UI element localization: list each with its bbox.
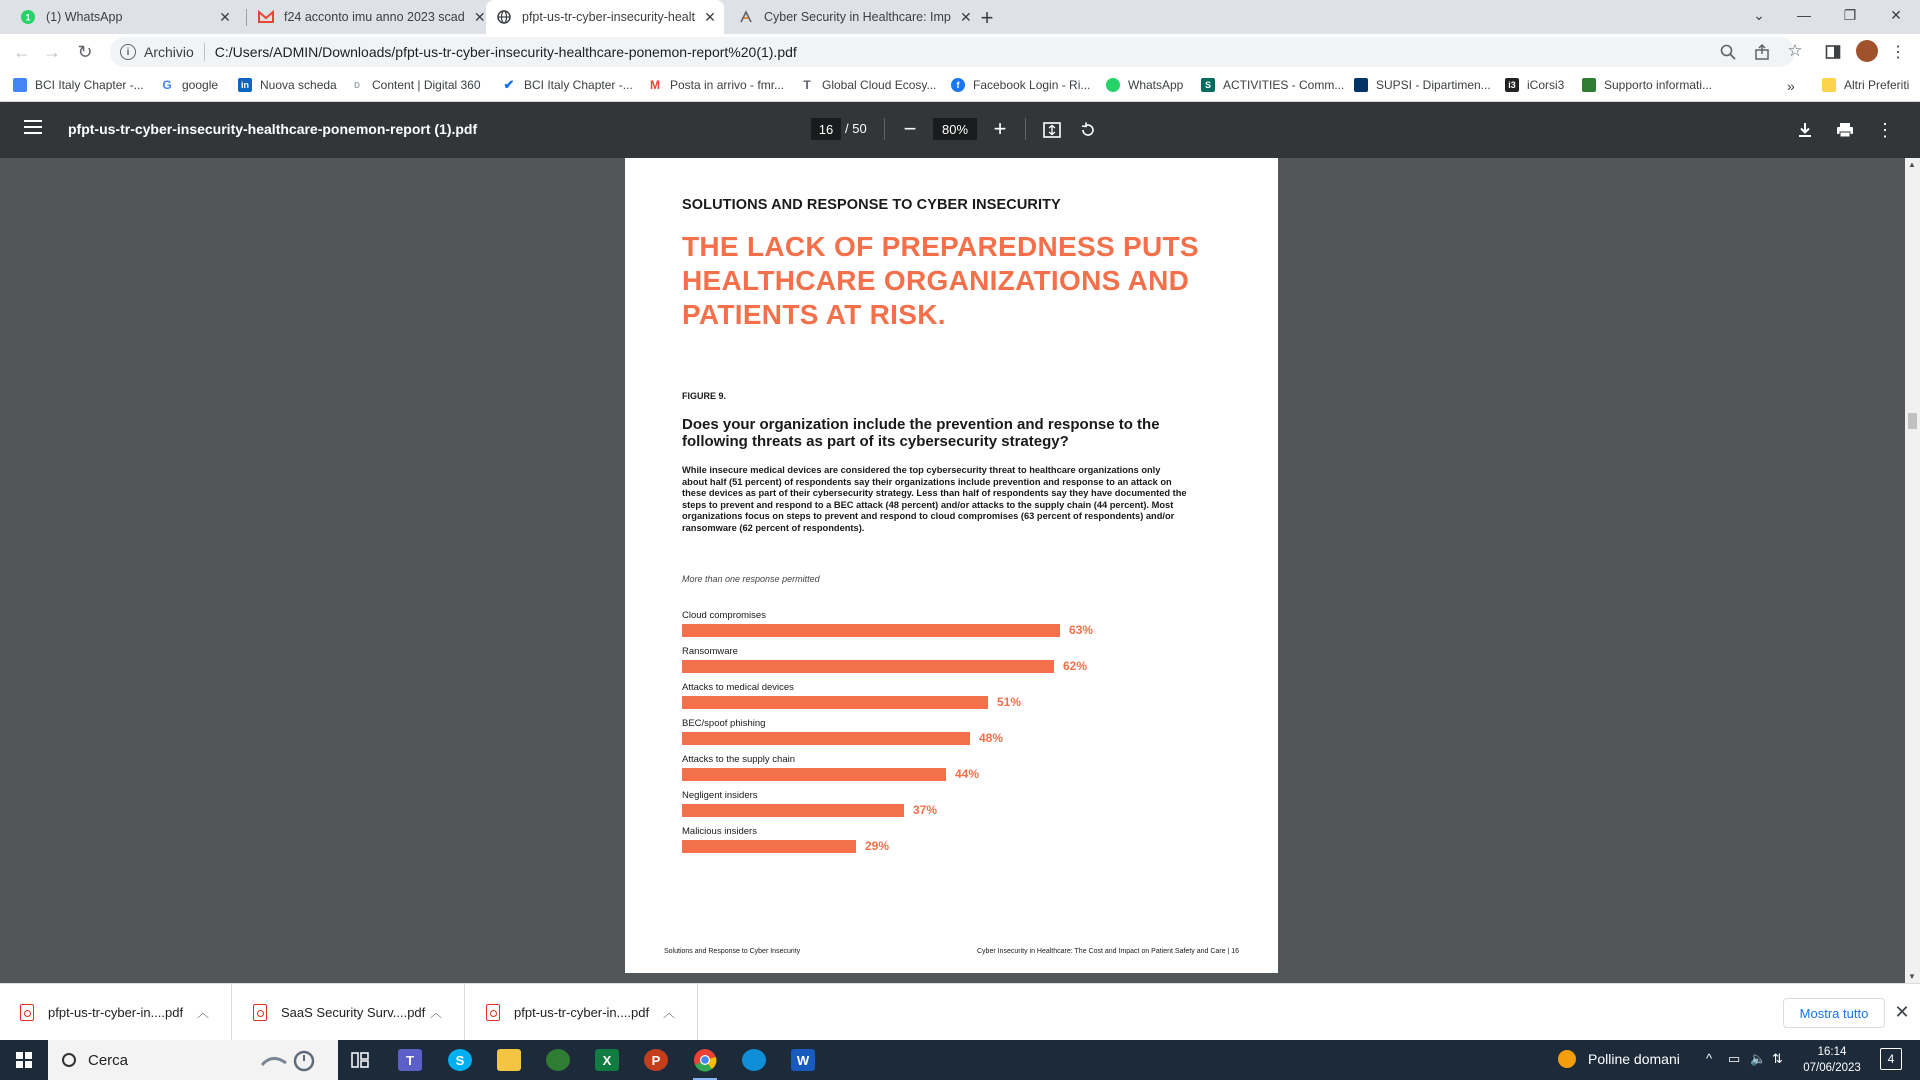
page-total: / 50	[845, 121, 867, 136]
check-icon: ✔	[503, 77, 515, 92]
windows-taskbar	[0, 1040, 1920, 1080]
download-filename: pfpt-us-tr-cyber-in....pdf	[514, 1005, 650, 1020]
zoom-icon[interactable]	[1718, 42, 1738, 62]
svg-text:1: 1	[25, 12, 31, 23]
tab-title: f24 acconto imu anno 2023 scad	[284, 10, 465, 24]
bar-value-label: 29%	[865, 839, 890, 853]
profile-avatar[interactable]	[1856, 40, 1878, 62]
bar-label: Ransomware	[682, 646, 738, 657]
bookmark-label: WhatsApp	[1128, 78, 1184, 92]
close-icon[interactable]: ✕	[1894, 1001, 1910, 1022]
volume-icon[interactable]: 🔈	[1750, 1051, 1767, 1066]
bar	[682, 768, 946, 781]
bookmark-item[interactable]	[502, 78, 633, 92]
pdf-file-icon	[486, 1004, 500, 1021]
notification-icon[interactable]: 4	[1880, 1048, 1902, 1070]
bookmark-label: Nuova scheda	[260, 78, 337, 92]
divider	[1025, 118, 1026, 140]
bar	[682, 732, 970, 745]
bar-value-label: 44%	[955, 767, 980, 781]
hamburger-menu-icon[interactable]	[24, 120, 42, 134]
bookmark-label: Altri Preferiti	[1844, 78, 1910, 92]
chevron-up-icon[interactable]: ^	[1706, 1051, 1713, 1066]
bar-value-label: 48%	[979, 731, 1004, 745]
downloads-shelf	[0, 983, 1920, 1040]
icorsi-icon: i3	[1505, 78, 1519, 92]
tab-title: (1) WhatsApp	[46, 10, 123, 24]
taskbar-search[interactable]	[48, 1040, 338, 1080]
bookmark-item[interactable]	[160, 78, 218, 92]
bar-label: Negligent insiders	[682, 790, 758, 801]
pdf-more-icon[interactable]: ⋮	[1876, 119, 1894, 140]
weather-widget[interactable]	[1558, 1050, 1680, 1068]
figure-label: FIGURE 9.	[682, 391, 727, 401]
share-icon[interactable]	[1752, 42, 1772, 62]
bookmark-label: BCI Italy Chapter -...	[524, 78, 633, 92]
bar	[682, 840, 856, 853]
bookmarks-overflow-icon[interactable]: »	[1787, 78, 1795, 94]
fit-page-icon[interactable]	[1040, 118, 1064, 142]
bookmark-item[interactable]	[1201, 78, 1344, 92]
close-icon[interactable]: ✕	[473, 8, 486, 25]
edge-icon[interactable]	[734, 1045, 774, 1075]
pdf-viewer[interactable]	[0, 158, 1920, 983]
divider	[884, 118, 885, 140]
folder-icon	[1822, 78, 1836, 92]
facebook-icon: f	[951, 78, 965, 92]
gmail-icon	[258, 9, 274, 25]
section-title: SOLUTIONS AND RESPONSE TO CYBER INSECURITY	[682, 197, 1061, 213]
bar	[682, 660, 1054, 673]
powerpoint-icon[interactable]: P	[636, 1045, 676, 1075]
print-icon[interactable]	[1833, 118, 1857, 142]
divider	[204, 43, 205, 61]
window-close-icon[interactable]: ✕	[1890, 6, 1902, 23]
bar-label: BEC/spoof phishing	[682, 718, 766, 729]
chevron-up-icon[interactable]: ︿	[663, 1006, 676, 1020]
tab-cyber-security[interactable]	[728, 0, 972, 34]
info-icon[interactable]: i	[120, 44, 136, 60]
bookmark-item[interactable]	[1582, 78, 1712, 92]
more-menu-icon[interactable]: ⋮	[1890, 44, 1906, 61]
bookmark-item[interactable]	[800, 78, 937, 92]
battery-icon[interactable]: ▭	[1728, 1051, 1741, 1066]
bar-value-label: 51%	[997, 695, 1022, 709]
download-item[interactable]	[0, 984, 232, 1041]
bookmark-item[interactable]	[951, 78, 1090, 92]
rotate-icon[interactable]	[1076, 118, 1100, 142]
close-icon[interactable]: ✕	[960, 8, 972, 25]
word-icon[interactable]: W	[783, 1045, 823, 1075]
body-paragraph: While insecure medical devices are considered the top cybersecurity threat to healthcare organizations only about half (51 percent) of respondents say their organizations include prevention and response to an attack on these devices as part of their cybersecurity strategy. Less than half of respondents say they have documented the steps to prevent and respond to a BEC attack (48 percent) and/or attacks to the supply chain (44 percent). Most organizations focus on steps to prevent and respond to cloud compromises (63 percent of respondents) and/or ransomware (62 percent of respondents).	[682, 465, 1187, 533]
windows-start-icon[interactable]	[0, 1040, 48, 1080]
network-icon[interactable]: ⇅	[1772, 1051, 1783, 1066]
search-icon	[62, 1053, 76, 1067]
bookmark-folder-other[interactable]	[1822, 78, 1909, 92]
bookmark-label: Supporto informati...	[1604, 78, 1713, 92]
tab-whatsapp[interactable]	[10, 0, 244, 34]
bookmark-item[interactable]	[350, 78, 481, 92]
pdf-title: pfpt-us-tr-cyber-insecurity-healthcare-ponemon-report (1).pdf	[68, 121, 478, 137]
bookmark-item[interactable]	[1106, 78, 1183, 92]
page-number-input[interactable]: 16	[811, 118, 841, 140]
bookmark-item[interactable]	[13, 78, 144, 92]
tt-icon: T	[800, 78, 814, 92]
bookmark-label: BCI Italy Chapter -...	[35, 78, 144, 92]
download-item[interactable]	[233, 984, 465, 1041]
page-headline: THE LACK OF PREPAREDNESS PUTS HEALTHCARE ORGANIZATIONS AND PATIENTS AT RISK.	[682, 231, 1199, 330]
scroll-up-icon[interactable]: ▲	[1908, 160, 1916, 169]
bookmark-item[interactable]	[238, 78, 337, 92]
bookmark-label: Content | Digital 360	[372, 78, 481, 92]
minimize-icon[interactable]: —	[1797, 7, 1811, 23]
bar-value-label: 62%	[1063, 659, 1088, 673]
response-note: More than one response permitted	[682, 574, 820, 584]
forward-icon[interactable]: →	[43, 41, 61, 62]
globe-app-icon[interactable]	[538, 1045, 578, 1075]
bookmark-label: Facebook Login - Ri...	[973, 78, 1091, 92]
new-tab-icon[interactable]: +	[980, 5, 994, 30]
back-icon[interactable]: ←	[13, 41, 31, 62]
bar	[682, 624, 1060, 637]
bar-label: Attacks to the supply chain	[682, 754, 796, 765]
file-scheme-label: Archivio	[144, 44, 194, 60]
address-bar[interactable]	[110, 37, 1795, 67]
bookmark-label: iCorsi3	[1527, 78, 1565, 92]
supsi-icon	[1354, 78, 1368, 92]
pdf-toolbar	[0, 102, 1920, 158]
footer-left: Solutions and Response to Cyber Insecurity	[664, 948, 801, 955]
tab-gmail[interactable]	[248, 0, 486, 34]
close-icon[interactable]: ✕	[219, 8, 231, 25]
pdf-file-icon	[253, 1004, 267, 1021]
reload-icon[interactable]: ↻	[77, 41, 93, 62]
globe-icon	[496, 9, 512, 25]
tab-separator	[246, 9, 247, 26]
browser-toolbar	[0, 34, 1920, 70]
tab-title: pfpt-us-tr-cyber-insecurity-healt	[522, 10, 695, 24]
linkedin-icon: in	[238, 78, 252, 92]
teams-icon[interactable]: T	[390, 1045, 430, 1075]
zoom-out-button[interactable]: −	[903, 116, 917, 141]
digital360-icon: D	[350, 78, 364, 92]
pdf-page	[625, 158, 1278, 973]
bookmark-item[interactable]	[1354, 78, 1491, 92]
search-highlight-icon	[258, 1049, 318, 1071]
scroll-down-icon[interactable]: ▼	[1908, 972, 1916, 981]
clock-date: 07/06/2023	[1803, 1062, 1861, 1074]
download-filename: pfpt-us-tr-cyber-in....pdf	[48, 1005, 184, 1020]
scrollbar[interactable]	[1905, 158, 1920, 983]
tab-strip	[0, 0, 1920, 34]
whatsapp-icon	[20, 9, 36, 25]
search-placeholder: Cerca	[88, 1051, 129, 1069]
skype-icon[interactable]: S	[440, 1045, 480, 1075]
zoom-in-button[interactable]: +	[993, 116, 1007, 141]
url-text[interactable]: C:/Users/ADMIN/Downloads/pfpt-us-tr-cyber-insecurity-healthcare-ponemon-report%20(1).pdf	[214, 44, 797, 60]
clock[interactable]	[1800, 1044, 1864, 1076]
show-all-button[interactable]: Mostra tutto	[1783, 998, 1885, 1028]
download-item[interactable]	[466, 984, 698, 1041]
apps-grid-icon	[13, 78, 27, 92]
tab-pdf[interactable]	[486, 0, 724, 34]
pdf-file-icon	[20, 1004, 34, 1021]
tab-title: Cyber Security in Healthcare: Imp	[764, 10, 951, 24]
google-icon: G	[160, 78, 174, 92]
footer-right: Cyber Insecurity in Healthcare: The Cost and Impact on Patient Safety and Care | 16	[977, 948, 1239, 955]
bar	[682, 804, 904, 817]
file-explorer-icon[interactable]	[489, 1045, 529, 1075]
activities-icon: S	[1201, 78, 1215, 92]
bar-label: Attacks to medical devices	[682, 682, 794, 693]
zoom-input[interactable]: 80%	[933, 118, 977, 140]
task-view-icon[interactable]	[340, 1045, 380, 1075]
bar-label: Malicious insiders	[682, 826, 757, 837]
bar	[682, 696, 988, 709]
bar-value-label: 63%	[1069, 623, 1094, 637]
tab-search-icon[interactable]: ⌄	[1753, 6, 1765, 23]
sun-icon	[1558, 1050, 1576, 1068]
bookmark-label: Posta in arrivo - fmr...	[670, 78, 785, 92]
bookmarks-bar	[0, 70, 1920, 102]
bookmark-label: google	[182, 78, 219, 92]
bookmark-label: SUPSI - Dipartimen...	[1376, 78, 1491, 92]
supporto-icon	[1582, 78, 1596, 92]
chevron-up-icon[interactable]: ︿	[430, 1006, 443, 1020]
download-filename: SaaS Security Surv....pdf	[281, 1005, 426, 1020]
figure-question: Does your organization include the prevention and response to the following threats as part of its cybersecurity strategy?	[682, 416, 1160, 450]
restore-icon[interactable]: ❐	[1843, 6, 1857, 23]
bar-value-label: 37%	[913, 803, 938, 817]
bookmark-label: ACTIVITIES - Comm...	[1223, 78, 1345, 92]
whatsapp-icon	[1106, 78, 1120, 92]
chrome-icon[interactable]	[685, 1045, 725, 1075]
bookmark-item[interactable]	[648, 78, 784, 92]
bar-label: Cloud compromises	[682, 610, 766, 621]
download-icon[interactable]	[1793, 118, 1817, 142]
bookmark-label: Global Cloud Ecosy...	[822, 78, 937, 92]
side-panel-icon[interactable]	[1823, 42, 1843, 62]
clock-time: 16:14	[1817, 1046, 1847, 1058]
site-icon	[738, 9, 754, 25]
bookmark-item[interactable]	[1505, 78, 1564, 92]
weather-text: Polline domani	[1588, 1051, 1680, 1067]
excel-icon[interactable]: X	[587, 1045, 627, 1075]
bookmark-star-icon[interactable]: ☆	[1787, 41, 1803, 60]
gmail-icon: M	[650, 78, 660, 92]
chevron-up-icon[interactable]: ︿	[197, 1006, 210, 1020]
scroll-thumb[interactable]	[1908, 413, 1917, 429]
close-icon[interactable]: ✕	[704, 8, 716, 25]
